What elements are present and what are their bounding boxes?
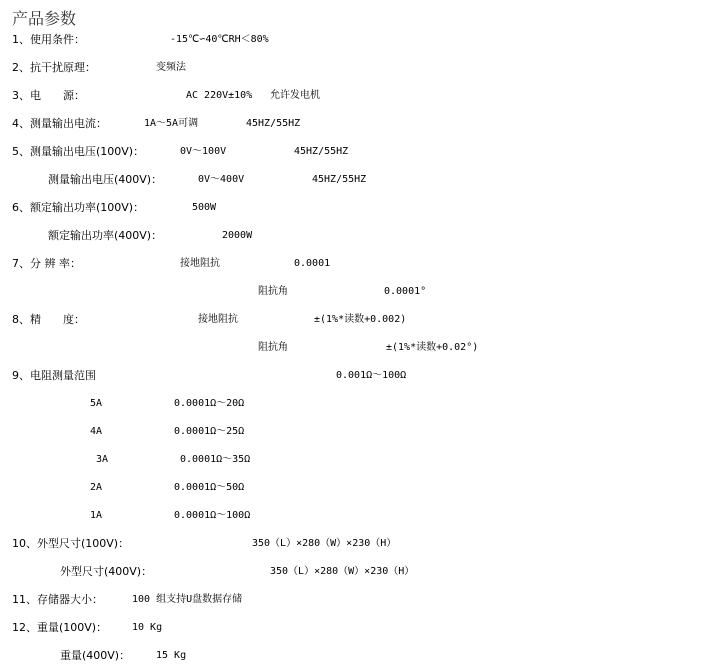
spec-value: AC 220V±10% xyxy=(186,90,253,101)
spec-label: 7、分 辨 率： xyxy=(12,257,81,270)
spec-row xyxy=(0,311,700,329)
spec-row xyxy=(0,367,700,385)
spec-value: 500W xyxy=(192,202,217,213)
spec-row xyxy=(0,339,700,357)
spec-row xyxy=(0,199,700,217)
spec-row xyxy=(0,563,700,581)
spec-label: 3、电 源： xyxy=(12,89,85,102)
spec-value: 2A xyxy=(90,482,103,493)
spec-row xyxy=(0,423,700,441)
spec-label: 9、电阻测量范围 xyxy=(12,369,96,382)
spec-label: 6、额定输出功率(100V)： xyxy=(12,201,145,214)
spec-row xyxy=(0,59,700,77)
spec-value: 0.0001Ω～35Ω xyxy=(180,454,251,465)
spec-value: 0.0001Ω～50Ω xyxy=(174,482,245,493)
spec-label: 5、测量输出电压(100V)： xyxy=(12,145,145,158)
spec-value: 0.0001Ω～100Ω xyxy=(174,510,251,521)
spec-value: 阻抗角 xyxy=(258,286,288,297)
spec-row xyxy=(0,227,700,245)
spec-value: 100 组支持U盘数据存储 xyxy=(132,594,243,605)
spec-label: 11、存储器大小： xyxy=(12,593,103,606)
spec-value: 0V～400V xyxy=(198,174,245,185)
spec-row xyxy=(0,619,700,637)
spec-row xyxy=(0,31,700,49)
spec-label: 12、重量(100V)： xyxy=(12,621,108,634)
spec-label: 1、使用条件： xyxy=(12,33,85,46)
spec-value: 45HZ/55HZ xyxy=(294,146,349,157)
spec-label: 10、外型尺寸(100V)： xyxy=(12,537,130,550)
spec-value: 1A xyxy=(90,510,103,521)
spec-value: 0.0001Ω～20Ω xyxy=(174,398,245,409)
spec-row xyxy=(0,535,700,553)
spec-value: 接地阻抗 xyxy=(180,258,220,269)
spec-value: 接地阻抗 xyxy=(198,314,238,325)
spec-label: 测量输出电压(400V)： xyxy=(48,173,163,186)
spec-value: 45HZ/55HZ xyxy=(246,118,301,129)
spec-row xyxy=(0,115,700,133)
spec-label: 2、抗干扰原理： xyxy=(12,61,96,74)
spec-value: 350（L）×280（W）×230（H） xyxy=(270,566,415,577)
spec-label: 外型尺寸(400V)： xyxy=(60,565,153,578)
spec-row xyxy=(0,395,700,413)
spec-label: 4、测量输出电流： xyxy=(12,117,107,130)
spec-value: 15 Kg xyxy=(156,650,187,661)
spec-value: 350（L）×280（W）×230（H） xyxy=(252,538,397,549)
page-title: 产品参数 xyxy=(12,9,77,28)
spec-value: ±(1%*读数+0.02°) xyxy=(386,342,479,353)
spec-value: 变频法 xyxy=(156,62,186,73)
spec-value: 45HZ/55HZ xyxy=(312,174,367,185)
spec-value: 0.0001 xyxy=(294,258,331,269)
spec-value: 2000W xyxy=(222,230,253,241)
spec-label: 重量(400V)： xyxy=(60,649,131,662)
spec-value: 3A xyxy=(96,454,109,465)
spec-value: 阻抗角 xyxy=(258,342,288,353)
spec-row xyxy=(0,255,700,273)
spec-row xyxy=(0,451,700,469)
spec-value: -15℃∽40℃RH＜80% xyxy=(170,34,269,45)
spec-value: 0.0001° xyxy=(384,286,427,297)
spec-row xyxy=(0,507,700,525)
spec-row xyxy=(0,283,700,301)
spec-row xyxy=(0,647,700,665)
spec-value: 允许发电机 xyxy=(270,90,320,101)
spec-value: 1A～5A可调 xyxy=(144,118,199,129)
spec-value: 4A xyxy=(90,426,103,437)
spec-row xyxy=(0,87,700,105)
spec-value: 0.001Ω～100Ω xyxy=(336,370,407,381)
spec-label: 额定输出功率(400V)： xyxy=(48,229,163,242)
spec-row xyxy=(0,171,700,189)
spec-value: 5A xyxy=(90,398,103,409)
spec-value: ±(1%*读数+0.002) xyxy=(314,314,407,325)
spec-value: 0.0001Ω～25Ω xyxy=(174,426,245,437)
spec-label: 8、精 度： xyxy=(12,313,85,326)
spec-value: 10 Kg xyxy=(132,622,163,633)
spec-row xyxy=(0,479,700,497)
spec-row xyxy=(0,143,700,161)
spec-row xyxy=(0,591,700,609)
spec-value: 0V～100V xyxy=(180,146,227,157)
